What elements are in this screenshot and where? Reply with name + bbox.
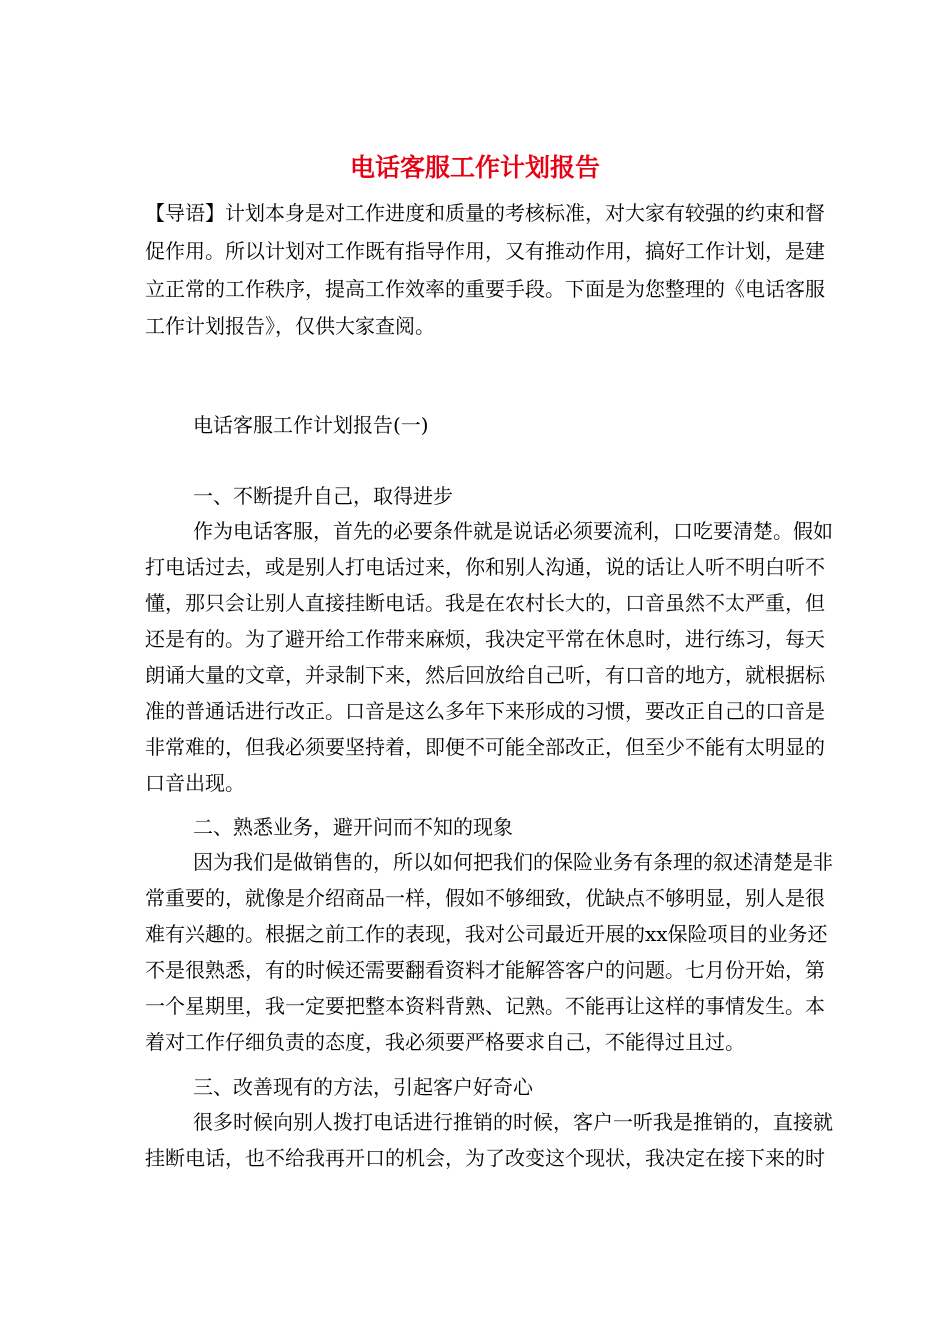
- section-title: 电话客服工作计划报告(一): [193, 413, 429, 437]
- paragraph-1-line: 打电话过去，或是别人打电话过来，你和别人沟通，说的话让人听不明白听不: [145, 555, 825, 579]
- paragraph-1-line: 懂，那只会让别人直接挂断电话。我是在农村长大的，口音虽然不太严重，但: [145, 591, 825, 615]
- heading-2: 二、熟悉业务，避开问而不知的现象: [193, 815, 513, 839]
- paragraph-1-line: 准的普通话进行改正。口音是这么多年下来形成的习惯，要改正自己的口音是: [145, 699, 825, 723]
- intro-line: 促作用。所以计划对工作既有指导作用，又有推动作用，搞好工作计划，是建: [145, 239, 825, 263]
- paragraph-2-line: 着对工作仔细负责的态度，我必须要严格要求自己，不能得过且过。: [145, 1030, 745, 1054]
- paragraph-2-line: 不是很熟悉，有的时候还需要翻看资料才能解答客户的问题。七月份开始，第: [145, 958, 825, 982]
- heading-1: 一、不断提升自己，取得进步: [193, 484, 453, 508]
- paragraph-1-line: 还是有的。为了避开给工作带来麻烦，我决定平常在休息时，进行练习，每天: [145, 627, 825, 651]
- intro-line: 立正常的工作秩序，提高工作效率的重要手段。下面是为您整理的《电话客服: [145, 277, 825, 301]
- paragraph-1-line: 朗诵大量的文章，并录制下来，然后回放给自己听，有口音的地方，就根据标: [145, 663, 825, 687]
- paragraph-2-line: 常重要的，就像是介绍商品一样，假如不够细致，优缺点不够明显，别人是很: [145, 886, 825, 910]
- paragraph-2-line: 一个星期里，我一定要把整本资料背熟、记熟。不能再让这样的事情发生。本: [145, 994, 825, 1018]
- paragraph-2-line: 难有兴趣的。根据之前工作的表现，我对公司最近开展的xx保险项目的业务还: [145, 922, 828, 946]
- paragraph-2-line: 因为我们是做销售的，所以如何把我们的保险业务有条理的叙述清楚是非: [193, 850, 833, 874]
- paragraph-3-line: 挂断电话，也不给我再开口的机会，为了改变这个现状，我决定在接下来的时: [145, 1146, 825, 1170]
- intro-line: 工作计划报告》，仅供大家查阅。: [145, 314, 435, 338]
- paragraph-3-line: 很多时候向别人拨打电话进行推销的时候，客户一听我是推销的，直接就: [193, 1110, 833, 1134]
- heading-3: 三、改善现有的方法，引起客户好奇心: [193, 1075, 533, 1099]
- intro-line: 【导语】计划本身是对工作进度和质量的考核标准，对大家有较强的约束和督: [145, 201, 825, 225]
- paragraph-1-line: 作为电话客服，首先的必要条件就是说话必须要流利，口吃要清楚。假如: [193, 519, 833, 543]
- paragraph-1-line: 口音出现。: [145, 771, 245, 795]
- document-title: 电话客服工作计划报告: [349, 153, 600, 182]
- paragraph-1-line: 非常难的，但我必须要坚持着，即便不可能全部改正，但至少不能有太明显的: [145, 735, 825, 759]
